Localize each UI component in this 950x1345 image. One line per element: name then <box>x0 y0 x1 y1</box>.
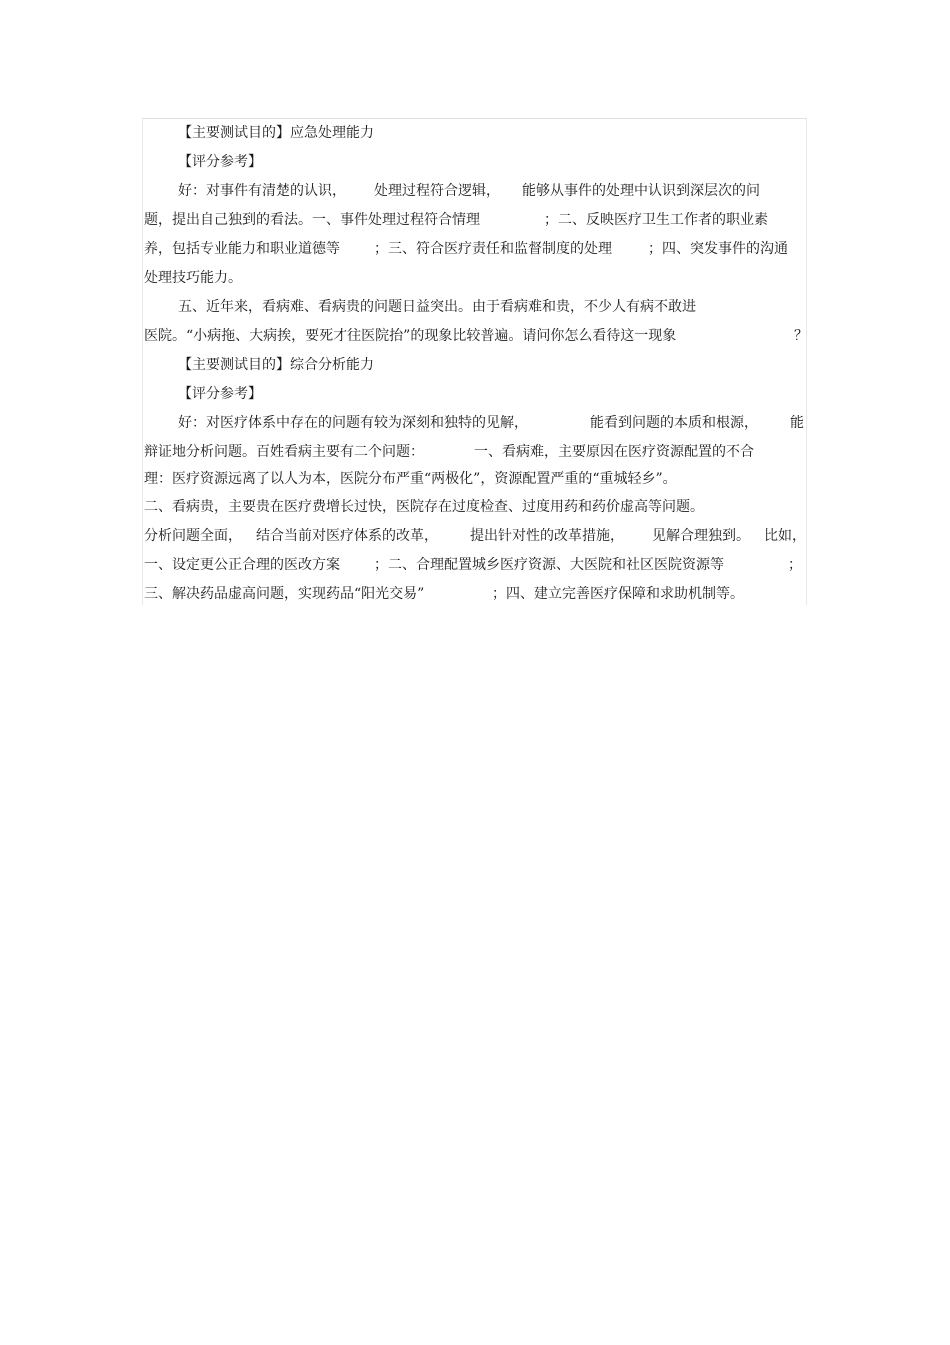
paragraph-line <box>144 237 806 261</box>
text-segment: 能 <box>790 415 804 431</box>
paragraph-line <box>178 411 806 435</box>
text-segment: 养，包括专业能力和职业道德等 <box>144 241 340 257</box>
paragraph-line: 理：医疗资源远离了以人为本，医院分布严重“两极化”，资源配置严重的“重城轻乡”。 <box>144 471 677 487</box>
text-segment: 能够从事件的处理中认识到深层次的问 <box>522 183 760 199</box>
text-segment: ？ <box>794 328 808 344</box>
paragraph-line <box>144 324 806 348</box>
paragraph-line <box>144 440 806 464</box>
paragraph-line <box>144 582 806 606</box>
text-segment: 处理过程符合逻辑， <box>374 183 500 199</box>
test-purpose-heading-2: 【主要测试目的】综合分析能力 <box>178 357 374 373</box>
text-segment: 结合当前对医疗体系的改革， <box>256 528 438 544</box>
text-segment: 三、解决药品虚高问题，实现药品“阳光交易” <box>144 586 425 602</box>
text-segment: ；四、突发事件的沟通 <box>648 241 788 257</box>
text-segment: 分析问题全面， <box>144 528 242 544</box>
paragraph-line <box>178 179 806 203</box>
paragraph-line: 处理技巧能力。 <box>144 270 242 286</box>
text-segment: ；二、反映医疗卫生工作者的职业素 <box>544 212 768 228</box>
text-segment: 提出针对性的改革措施， <box>470 528 624 544</box>
text-segment: 一、设定更公正合理的医改方案 <box>144 557 340 573</box>
text-segment: ；三、符合医疗责任和监督制度的处理 <box>374 241 612 257</box>
text-segment: 题，提出自己独到的看法。一、事件处理过程符合情理 <box>144 212 480 228</box>
text-segment: 一、看病难，主要原因在医疗资源配置的不合 <box>474 444 754 460</box>
paragraph-line <box>144 208 806 232</box>
text-segment: 能看到问题的本质和根源， <box>590 415 758 431</box>
text-segment: ；四、建立完善医疗保障和求助机制等。 <box>492 586 744 602</box>
paragraph-line <box>144 524 806 548</box>
text-segment: 好：对事件有清楚的认识， <box>178 183 346 199</box>
text-segment: ； <box>788 557 802 573</box>
scoring-reference-heading-2: 【评分参考】 <box>178 386 262 402</box>
question-five: 五、近年来，看病难、看病贵的问题日益突出。由于看病难和贵，不少人有病不敢进 <box>178 299 696 315</box>
text-segment: 医院。“小病拖、大病挨，要死才往医院抬”的现象比较普遍。请问你怎么看待这一现象 <box>144 328 677 344</box>
text-segment: 辩证地分析问题。百姓看病主要有二个问题： <box>144 444 424 460</box>
scoring-reference-heading-1: 【评分参考】 <box>178 154 262 170</box>
text-segment: ；二、合理配置城乡医疗资源、大医院和社区医院资源等 <box>374 557 724 573</box>
text-segment: 好：对医疗体系中存在的问题有较为深刻和独特的见解， <box>178 415 528 431</box>
paragraph-line: 二、看病贵，主要贵在医疗费增长过快，医院存在过度检查、过度用药和药价虚高等问题。 <box>144 499 704 515</box>
test-purpose-heading-1: 【主要测试目的】应急处理能力 <box>178 125 374 141</box>
text-segment: 见解合理独到。 <box>652 528 750 544</box>
text-segment: 比如， <box>764 528 806 544</box>
paragraph-line <box>144 553 806 577</box>
